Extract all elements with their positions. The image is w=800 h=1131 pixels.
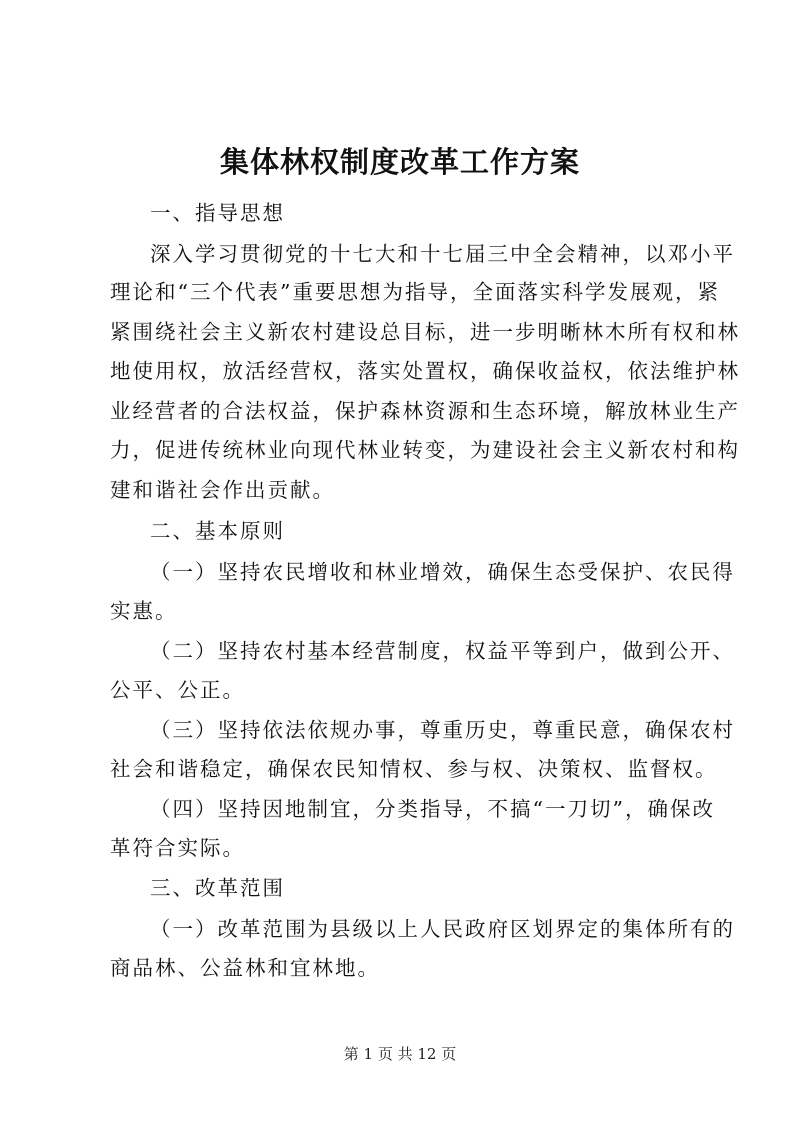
paragraph-line: 力，促进传统林业向现代林业转变，为建设社会主义新农村和构	[110, 438, 740, 462]
paragraph-line: 建和谐社会作出贡献。	[110, 478, 335, 502]
paragraph-line: （一）坚持农民增收和林业增效，确保生态受保护、农民得	[150, 560, 735, 584]
paragraph-line: 紧围绕社会主义新农村建设总目标，进一步明晰林木所有权和林	[110, 320, 740, 344]
page-number-footer: 第 1 页 共 12 页	[343, 1045, 457, 1063]
paragraph-line: 地使用权，放活经营权，落实处置权，确保收益权，依法维护林	[110, 359, 740, 383]
paragraph-line: （三）坚持依法依规办事，尊重历史，尊重民意，确保农村	[150, 718, 735, 742]
document-title: 集体林权制度改革工作方案	[219, 145, 580, 179]
paragraph-line: （二）坚持农村基本经营制度，权益平等到户，做到公开、	[150, 639, 735, 663]
paragraph-line: 革符合实际。	[110, 836, 245, 860]
paragraph-line: 公平、公正。	[110, 678, 245, 702]
paragraph-line: （一）改革范围为县级以上人民政府区划界定的集体所有的	[150, 917, 735, 941]
paragraph-line: （四）坚持因地制宜，分类指导，不搞“一刀切”，确保改	[150, 797, 715, 821]
heading-guiding-thought: 一、指导思想	[150, 201, 285, 225]
paragraph-line: 业经营者的合法权益，保护森林资源和生态环境，解放林业生产	[110, 399, 740, 423]
paragraph-line: 商品林、公益林和宜林地。	[110, 956, 380, 980]
paragraph-line: 深入学习贯彻党的十七大和十七届三中全会精神，以邓小平	[150, 242, 735, 266]
heading-basic-principles: 二、基本原则	[150, 519, 285, 543]
paragraph-line: 实惠。	[110, 599, 178, 623]
paragraph-line: 社会和谐稳定，确保农民知情权、参与权、决策权、监督权。	[110, 757, 718, 781]
paragraph-line: 理论和“三个代表”重要思想为指导，全面落实科学发展观，紧	[110, 280, 720, 304]
heading-reform-scope: 三、改革范围	[150, 876, 285, 900]
